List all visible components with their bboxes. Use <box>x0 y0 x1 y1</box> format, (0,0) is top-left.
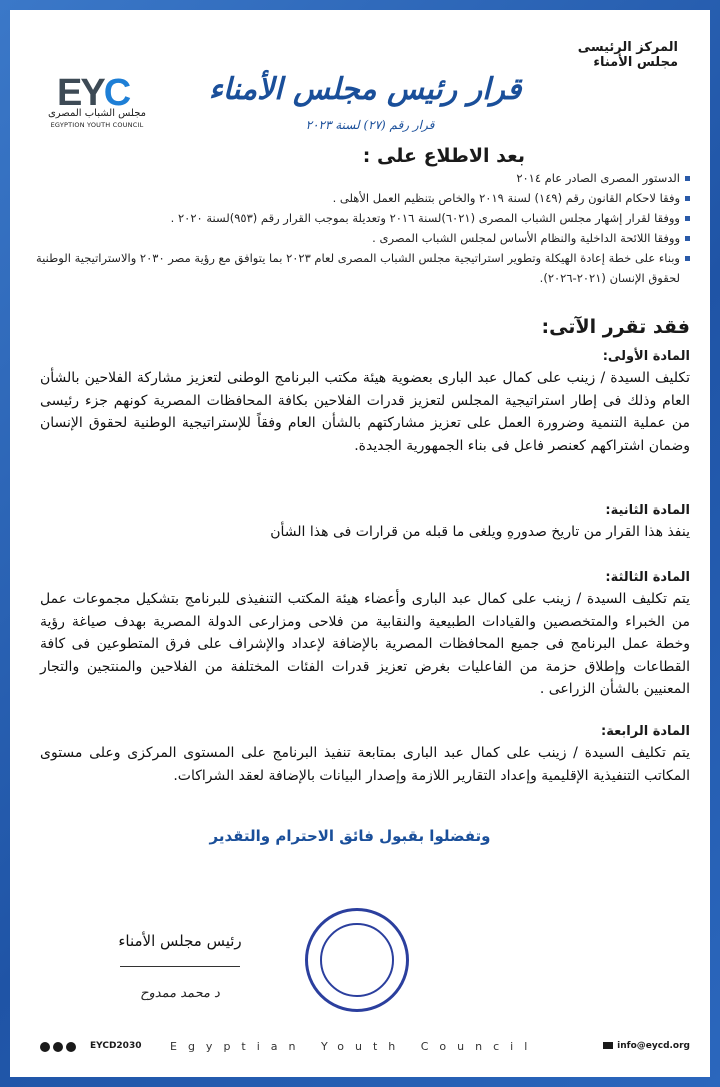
article-2 <box>40 501 690 544</box>
logo-english-name: EGYPTION YOUTH COUNCIL <box>50 121 144 129</box>
official-stamp <box>305 908 409 1012</box>
list-item: وبناء على خطة إعادة الهيكلة وتطوير استراتيجية مجلس الشباب المصرى لعام ٢٠٢٣ بما يتوافق مع رؤية مصر ٢٠٣٠ والاستراتيجية الوطنية لحقوق الإنسان (٢٠٢١-٢٠٢٦). <box>30 248 690 288</box>
footer <box>40 1040 690 1058</box>
org-line-2: مجلس الأمناء <box>593 55 678 70</box>
twitter-icon[interactable] <box>66 1042 76 1052</box>
preamble-list <box>30 168 690 288</box>
article-body: يتم تكليف السيدة / زينب على كمال عبد البارى بمتابعة تنفيذ البرنامج على المستوى المركزى وعلى مستوى المكاتب التنفيذية الإقليمية وإعداد التقارير اللازمة وإصدار البيانات بالإضافة لعقد الشراكات. <box>40 745 690 784</box>
article-body: يتم تكليف السيدة / زينب على كمال عبد البارى وأعضاء هيئة المكتب التنفيذى للبرنامج بتشكيل مجموعات عمل من الخبراء والمتخصصين والقيادات الطبيعية والنقابية من فلاحى ومزارعى الدولة المصرية بهدف صياغة رؤية وخطة عمل البرنامج فى جميع المحافظات المصرية بالإضافة لإعداد والإشراف على فرق المتطوعين فى كافة القطاعات وإطلاق حزمة من الفاعليات بغرض تعزيز قدرات الفئات المختلفة من الفلاحين والمنتجين والتجار المعنيين بالشأن الزراعى . <box>40 591 690 697</box>
article-title: المادة الأولى: <box>602 349 690 364</box>
list-item: وفقا لاحكام القانون رقم (١٤٩) لسنة ٢٠١٩ والخاص بتنظيم العمل الأهلى . <box>30 188 690 208</box>
article-4 <box>40 722 690 787</box>
signatory-name: د محمد ممدوح <box>140 986 220 1001</box>
social-handle: EYCD2030 <box>90 1041 142 1051</box>
social-icons <box>40 1042 79 1053</box>
closing-line: وتفضلوا بقبول فائق الاحترام والتقدير <box>209 827 491 845</box>
stamp-inner-circle <box>320 923 394 997</box>
signatory-title: رئيس مجلس الأمناء <box>118 932 242 950</box>
list-item: الدستور المصرى الصادر عام ٢٠١٤ <box>30 168 690 188</box>
decision-number: قرار رقم (٢٧) لسنة ٢٠٢٣ <box>305 118 435 132</box>
decision-title: قرار رئيس مجلس الأمناء <box>208 72 522 107</box>
mail-icon <box>603 1042 613 1049</box>
org-line-1: المركز الرئيسى <box>577 40 678 55</box>
org-header <box>578 40 678 70</box>
email-text: info@eycd.org <box>617 1041 690 1051</box>
logo-arabic-name: مجلس الشباب المصرى <box>47 108 147 119</box>
signature-line <box>120 966 240 967</box>
facebook-icon[interactable] <box>40 1042 50 1052</box>
footer-email[interactable] <box>603 1041 690 1051</box>
article-title: المادة الرابعة: <box>601 724 690 739</box>
article-body: تكليف السيدة / زينب على كمال عبد البارى بعضوية هيئة مكتب البرنامج الوطنى لتعزيز مشاركة الفلاحين بالشأن العام وذلك فى إطار استراتيجية المجلس لتعزيز قدرات الفلاحين بكافة المحافظات المصرية كونهم جزء رئيسى من عملية التنمية وضرورة العمل على تعزيز مشاركتهم بالشأن العام وفقاً للإستراتيجية الوطنية لحقوق الإنسان وضمان اشتراكهم كعنصر فاعل فى بناء الجمهورية الجديدة. <box>40 370 690 454</box>
logo-mark: EYC <box>57 72 130 114</box>
list-item: ووفقا اللائحة الداخلية والنظام الأساس لمجلس الشباب المصرى . <box>30 228 690 248</box>
list-item: ووفقا لقرار إشهار مجلس الشباب المصرى (٦٠٢١)لسنة ٢٠١٦ وتعديلة بموجب القرار رقم (٩٥٣)لسنة ٢٠٢٠ . <box>30 208 690 228</box>
footer-brand: Egyptian Youth Council <box>170 1040 539 1053</box>
preamble-heading: بعد الاطلاع على : <box>362 145 525 167</box>
article-1 <box>40 347 690 457</box>
article-title: المادة الثانية: <box>605 503 690 518</box>
article-body: ينفذ هذا القرار من تاريخ صدورهِ ويلغى ما قبله من قرارات فى هذا الشأن <box>270 524 690 540</box>
eyc-logo <box>42 66 162 136</box>
instagram-icon[interactable] <box>53 1042 63 1052</box>
article-3 <box>40 568 690 701</box>
decision-heading: فقد تقرر الآتى: <box>541 316 690 338</box>
article-title: المادة الثالثة: <box>605 570 690 585</box>
